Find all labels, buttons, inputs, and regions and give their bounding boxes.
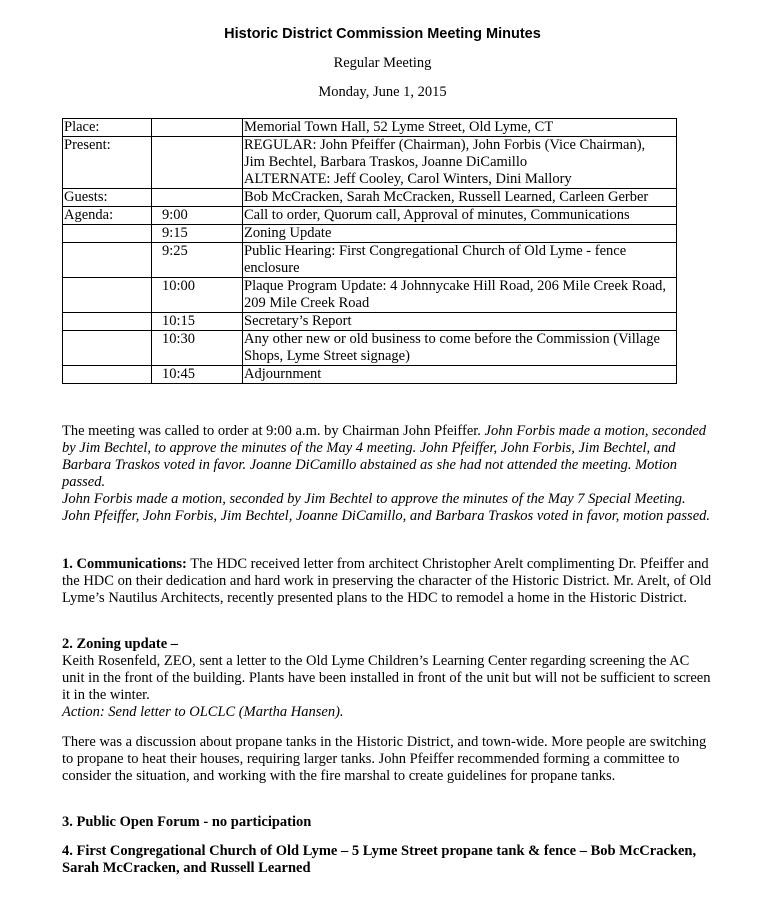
agenda-item: Secretary’s Report [243,313,677,331]
agenda-item: Adjournment [243,366,677,384]
empty-cell [63,366,152,384]
agenda-item: Zoning Update [243,225,677,243]
present-line: Jim Bechtel, Barbara Traskos, Joanne DiCamillo [244,154,528,170]
present-line: ALTERNATE: Jeff Cooley, Carol Winters, Dini Mallory [244,171,572,187]
agenda-time: 9:15 [152,225,243,243]
table-row [63,189,677,207]
present-value [243,137,677,189]
agenda-time: 10:00 [152,278,243,313]
guests-value: Bob McCracken, Sarah McCracken, Russell Learned, Carleen Gerber [243,189,677,207]
empty-cell [63,225,152,243]
section-heading: 1. Communications: [62,556,187,572]
place-label: Place: [63,119,152,137]
present-label: Present: [63,137,152,189]
table-row [63,366,677,384]
meeting-info-table [62,118,677,384]
communications-section [62,556,712,607]
motion-text: John Forbis made a motion, seconded by Jim Bechtel to approve the minutes of the May 7 Special Meeting. John Pfeiffer, John Forbis, Jim Bechtel, Joanne DiCamillo, and Barbara Traskos voted in favor, motion passed. [62,491,711,524]
table-row [63,313,677,331]
motion-text: John Forbis made a motion, seconded by Jim Bechtel, to approve the minutes of the May 4 meeting. John Pfeiffer, John Forbis, Jim Bechtel, and Barbara Traskos voted in favor. Joanne DiCamillo abstained as she had not attended the meeting. Motion passed. [62,423,707,490]
table-row [63,207,677,225]
agenda-time: 9:00 [152,207,243,225]
call-to-order-text: The meeting was called to order at 9:00 a.m. by Chairman John Pfeiffer. [62,423,481,439]
document-title: Historic District Commission Meeting Minutes [224,26,541,42]
propane-text: There was a discussion about propane tanks in the Historic District, and town-wide. More people are switching to propane to heat their houses, requiring larger tanks. John Pfeiffer recommended forming a committee to consider the situation, and working with the fire marshal to create guidelines for propane tanks. [62,734,707,784]
table-row [63,278,677,313]
agenda-time: 9:25 [152,243,243,278]
section-heading: 4. First Congregational Church of Old Lyme – 5 Lyme Street propane tank & fence – Bob McCracken, Sarah McCracken, and Russell Learned [62,843,697,876]
agenda-time: 10:45 [152,366,243,384]
approval-paragraph [62,423,712,491]
empty-cell [63,243,152,278]
table-row [63,119,677,137]
propane-paragraph [62,734,712,785]
table-row [63,225,677,243]
guests-label: Guests: [63,189,152,207]
agenda-time: 10:30 [152,331,243,366]
agenda-time: 10:15 [152,313,243,331]
empty-cell [63,278,152,313]
meeting-date: Monday, June 1, 2015 [318,84,447,100]
agenda-label: Agenda: [63,207,152,225]
place-value: Memorial Town Hall, 52 Lyme Street, Old Lyme, CT [243,119,677,137]
meeting-type: Regular Meeting [333,55,432,71]
agenda-item: Call to order, Quorum call, Approval of minutes, Communications [243,207,677,225]
minutes-opening [62,423,712,525]
church-section [62,843,712,877]
forum-section [62,814,712,831]
empty-cell [63,331,152,366]
table-row [63,243,677,278]
zoning-section [62,636,712,721]
present-line: REGULAR: John Pfeiffer (Chairman), John Forbis (Vice Chairman), [244,137,646,153]
communications-text: The HDC received letter from architect Christopher Arelt complimenting Dr. Pfeiffer and the HDC on their dedication and hard work in preserving the character of the Historic District. Mr. Arelt, of Old Lyme’s Nautilus Architects, recently presented plans to the HDC to remodel a home in the Historic District. [62,556,712,606]
special-meeting-paragraph [62,491,712,525]
agenda-item: Public Hearing: First Congregational Church of Old Lyme - fence enclosure [243,243,677,278]
agenda-item: Any other new or old business to come before the Commission (Village Shops, Lyme Street signage) [243,331,677,366]
table-row [63,137,677,189]
empty-cell [152,189,243,207]
empty-cell [63,313,152,331]
section-heading: 2. Zoning update – [62,636,179,652]
agenda-item: Plaque Program Update: 4 Johnnycake Hill Road, 206 Mile Creek Road, 209 Mile Creek Road [243,278,677,313]
empty-cell [152,119,243,137]
zoning-text: Keith Rosenfeld, ZEO, sent a letter to the Old Lyme Children’s Learning Center regarding screening the AC unit in the front of the building. Plants have been installed in front of the unit but will not be sufficient to screen it in the winter. [62,653,711,703]
section-heading: 3. Public Open Forum - no participation [62,814,312,830]
empty-cell [152,137,243,189]
action-item: Action: Send letter to OLCLC (Martha Hansen). [62,704,344,720]
table-row [63,331,677,366]
